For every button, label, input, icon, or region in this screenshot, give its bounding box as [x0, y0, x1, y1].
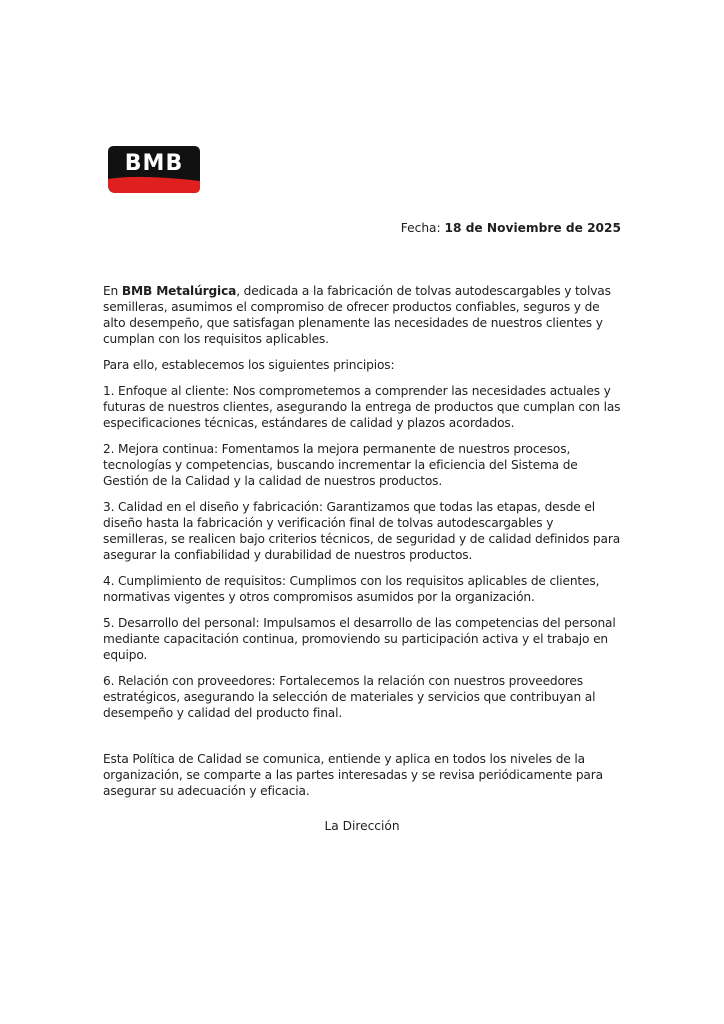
principle-item: 3. Calidad en el diseño y fabricación: Garantizamos que todas las etapas, desde el diseño hasta la fabricación y verificación final de tolvas autodescargables y semilleras, se realicen bajo criterios técnicos, de seguridad y de calidad definidos para asegurar la confiabilidad y durabilidad de nuestros productos.: [103, 500, 621, 562]
principles-intro: Para ello, establecemos los siguientes principios:: [103, 358, 395, 372]
policy-body: [103, 283, 621, 809]
bmb-logo: [108, 146, 200, 193]
intro-paragraph: [103, 283, 621, 347]
signature: La Dirección: [324, 819, 400, 833]
principle-item: 6. Relación con proveedores: Fortalecemos la relación con nuestros proveedores estratégicos, asegurando la selección de materiales y servicios que contribuyan al desempeño y calidad del producto final.: [103, 674, 596, 720]
date-label: Fecha:: [400, 221, 441, 235]
intro-text: , dedicada a la fabricación de tolvas autodescargables y tolvas semilleras, asumimos el compromiso de ofrecer productos confiables, seguros y de alto desempeño, que satisfagan plenamente las necesidades de nuestros clientes y cumplan con los requisitos aplicables.: [103, 284, 611, 346]
intro-prefix: En: [103, 284, 119, 298]
principle-item: 4. Cumplimiento de requisitos: Cumplimos con los requisitos aplicables de clientes, normativas vigentes y otros compromisos asumidos por la organización.: [103, 574, 600, 604]
principle-item: 5. Desarrollo del personal: Impulsamos el desarrollo de las competencias del personal mediante capacitación continua, promoviendo su participación activa y el trabajo en equipo.: [103, 616, 616, 662]
date-value: 18 de Noviembre de 2025: [444, 221, 621, 235]
logo-text: BMB: [124, 151, 184, 176]
bmb-logo-graphic: [108, 146, 200, 193]
principle-item: 2. Mejora continua: Fomentamos la mejora permanente de nuestros procesos, tecnologías y competencias, buscando incrementar la eficiencia del Sistema de Gestión de la Calidad y la calidad de nuestros productos.: [103, 442, 578, 488]
principle-item: 1. Enfoque al cliente: Nos comprometemos a comprender las necesidades actuales y futuras de nuestros clientes, asegurando la entrega de productos que cumplan con las especificaciones técnicas, estándares de calidad y plazos acordados.: [103, 384, 621, 430]
company-name: BMB Metalúrgica: [121, 284, 237, 298]
closing-paragraph: Esta Política de Calidad se comunica, entiende y aplica en todos los niveles de la organización, se comparte a las partes interesadas y se revisa periódicamente para asegurar su adecuación y eficacia.: [103, 752, 603, 798]
date-line: [401, 220, 621, 236]
